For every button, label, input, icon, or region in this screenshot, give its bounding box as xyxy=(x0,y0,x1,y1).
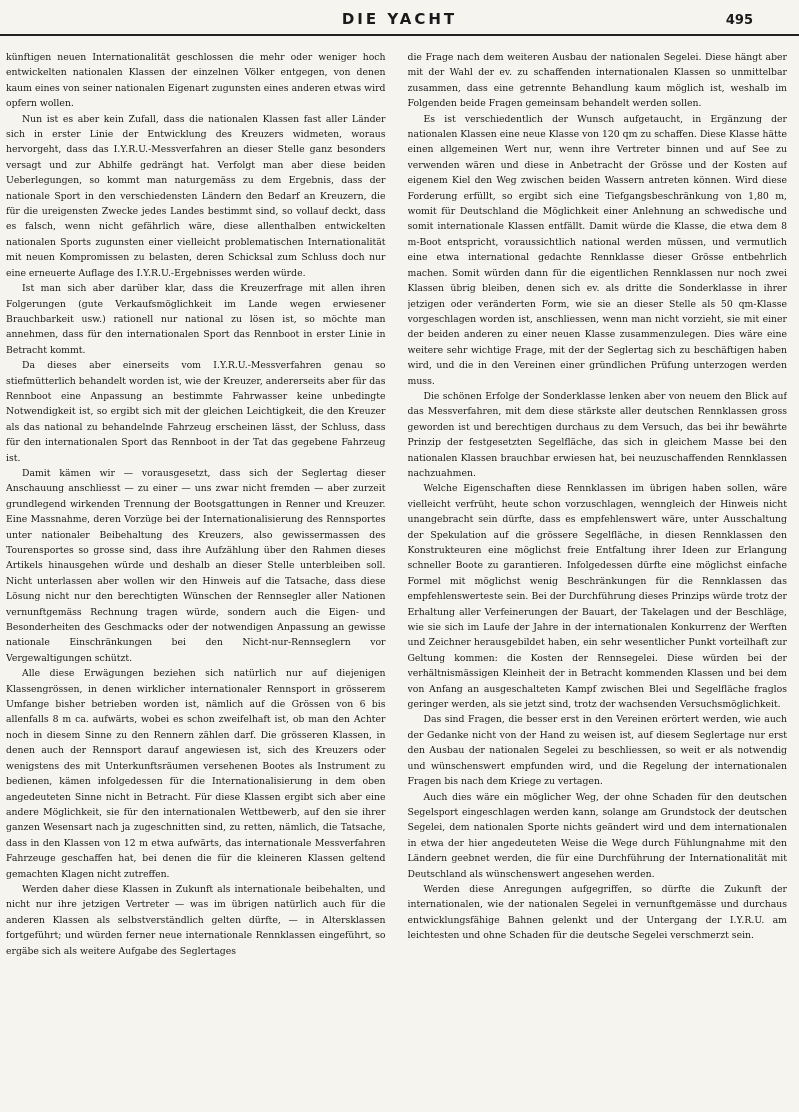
paragraph: Da dieses aber einerseits vom I.Y.R.U.-Messverfahren genau so stiefmütterlich behandelt worden ist, wie der Kreuzer, andererseits aber für das Rennboot eine Anpassung an bestimmte Fahrwasser keine unbedingte Notwendigkeit ist, so ergibt sich mit der gleichen Leichtigkeit, die den Kreuzer als das national zu behandelnde Fahrzeug erscheinen lässt, der Schluss, dass für den internationalen Sport das Rennboot in der Tat das gegebene Fahrzeug ist. xyxy=(6,360,386,464)
right-column xyxy=(408,50,788,1090)
paragraph: Das sind Fragen, die besser erst in den Vereinen erörtert werden, wie auch der Gedanke nicht von der Hand zu weisen ist, auf diesem Seglertage nur erst den Ausbau der nationalen Segelei zu beschliessen, so weit er als notwendig und wünschenswert empfunden wird, und die Regelung der internationalen Fragen bis nach dem Kriege zu vertagen. xyxy=(407,714,787,788)
paragraph: Die schönen Erfolge der Sonderklasse lenken aber von neuem den Blick auf das Messverfahren, mit dem diese stärkste aller deutschen Rennklassen gross geworden ist und berechtigen durchaus zu dem Versuch, das bei ihr bewährte Prinzip der festgesetzten Segelfläche, das sich in gleichem Masse bei den nationalen Klassen brauchbar erwiesen hat, bei neuzuschaffenden Rennklassen nachzuahmen. xyxy=(407,390,787,479)
journal-title: DIE YACHT xyxy=(341,10,458,28)
left-column xyxy=(6,50,386,1090)
paragraph: Werden diese Anregungen aufgegriffen, so dürfte die Zukunft der internationalen, wie der nationalen Segelei in vernunftgemässe und durchaus entwicklungsfähige Bahnen gelenkt und der Untergang der I.Y.R.U. am leichtesten und ohne Schaden für die deutsche Segelei verschmerzt sein. xyxy=(407,883,787,942)
paragraph: künftigen neuen Internationalität geschlossen die mehr oder weniger hoch entwickelten nationalen Klassen der einzelnen Völker entgegen, von denen kaum eines von seiner nationalen Eigenart zugunsten eines anderen etwas wird opfern wollen. xyxy=(6,52,386,110)
paragraph: die Frage nach dem weiteren Ausbau der nationalen Segelei. Diese hängt aber mit der Wahl der ev. zu schaffenden internationalen Klassen so unmittelbar zusammen, dass eine getrennte Behandlung kaum möglich ist, weshalb im Folgenden beide Fragen gemeinsam behandelt werden sollen. xyxy=(407,52,787,110)
page-header xyxy=(0,8,799,36)
paragraph: Welche Eigenschaften diese Rennklassen im übrigen haben sollen, wäre vielleicht verfrüht, heute schon vorzuschlagen, wenngleich der Hinweis nicht unangebracht sein dürfte, dass es empfehlenswert wäre, unter Ausschaltung der Spekulation auf die grössere Segelfläche, in diesen Rennklassen den Konstrukteuren eine möglichst freie Entfaltung ihrer Ideen zur Erlangung schneller Boote zu garantieren. Infolgedessen dürfte eine möglichst einfache Formel mit möglichst wenig Beschränkungen für die Rennklassen das empfehlenswerteste sein. Bei der Durchführung dieses Prinzips würde trotz der Erhaltung aller Verfeinerungen der Bauart, der Takelagen und der Beschläge, wie sie sich im Laufe der Jahre in der internationalen Konkurrenz der Werften und Zeichner herausgebildet haben, ein sehr wesentlicher Punkt vorteilhaft zur Geltung kommen: die Kosten der Rennsegelei. Diese würden bei der verhältnismässigen Kleinheit der in Betracht kommenden Klassen und bei dem von Anfang an ausgeschalteten Kampf zwischen Blei und Segelfläche fraglos geringer werden, als sie jetzt sind, trotz der wachsenden Versuchsmöglichkeit. xyxy=(407,483,787,711)
paragraph: Alle diese Erwägungen beziehen sich natürlich nur auf diejenigen Klassengrössen, in denen wirklicher internationaler Rennsport in grösserem Umfange bisher betrieben worden ist, nämlich auf die Grössen von 6 bis allenfalls 8 m ca. aufwärts, wobei es schon zweifelhaft ist, ob man den Achter noch in diesem Sinne zu den Rennern zählen darf. Die grösseren Klassen, in denen auch der Rennsport darauf angewiesen ist, sich des Kreuzers oder wenigstens des mit Unterkunftsräumen versehenen Bootes als Instrument zu bedienen, kämen infolgedessen für die Internationalisierung in dem oben angedeuteten Sinne nicht in Betracht. Für diese Klassen ergibt sich aber eine andere Möglichkeit, sie für den internationalen Wettbewerb, auf den sie ihrer ganzen Wesensart nach ja zugeschnitten sind, zu retten, nämlich, die Tatsache, dass in den Klassen von 12 m etwa aufwärts, das internationale Messverfahren Fahrzeuge geschaffen hat, bei denen die für die kleineren Klassen geltend gemachten Klagen nicht zutreffen. xyxy=(6,668,386,880)
paragraph: Auch dies wäre ein möglicher Weg, der ohne Schaden für den deutschen Segelsport eingeschlagen werden kann, solange am Grundstock der deutschen Segelei, dem nationalen Sporte nichts geändert wird und dem internationalen in etwa der hier angedeuteten Weise die Wege durch Fühlungnahme mit den Ländern geebnet werden, die für eine Durchführung der Internationalität mit Deutschland als wünschenswert angesehen werden. xyxy=(407,791,787,880)
paragraph: Nun ist es aber kein Zufall, dass die nationalen Klassen fast aller Länder sich in erster Linie der Entwicklung des Kreuzers widmeten, woraus hervorgeht, dass das I.Y.R.U.-Messverfahren an dieser Stelle ganz besonders versagt und zur Abhilfe gedrängt hat. Verfolgt man aber diese beiden Ueberlegungen, so kommt man naturgemäss zu dem Ergebnis, dass der nationale Sport in den verschiedensten Ländern den Bedarf an Kreuzern, die für die ureigensten Zwecke jedes Landes bestimmt sind, so vollauf deckt, dass es falsch, wenn nicht gefährlich wäre, diese allenthalben entwickelten nationalen Sports zugunsten einer vielleicht problematischen Internationalität mit neuen Kompromissen zu belasten, deren Schicksal zum Schluss doch nur eine erneuerte Auflage des I.Y.R.U.-Ergebnisses werden würde. xyxy=(6,113,386,279)
paragraph: Werden daher diese Klassen in Zukunft als internationale beibehalten, und nicht nur ihre jetzigen Vertreter — was im übrigen natürlich auch für die anderen Klassen als selbstverständlich gelten dürfte, — in Altersklassen fortgeführt; und würden ferner neue internationale Rennklassen eingeführt, so ergäbe sich als weitere Aufgabe des Seglertages xyxy=(6,883,386,957)
text-columns xyxy=(6,50,787,1090)
paragraph: Ist man sich aber darüber klar, dass die Kreuzerfrage mit allen ihren Folgerungen (gute Verkaufsmöglichkeit im Lande wegen erwiesener Brauchbarkeit usw.) rationell nur national zu lösen ist, so möchte man annehmen, dass für den internationalen Sport das Rennboot in erster Linie in Betracht kommt. xyxy=(6,283,386,356)
paragraph: Es ist verschiedentlich der Wunsch aufgetaucht, in Ergänzung der nationalen Klassen eine neue Klasse von 120 qm zu schaffen. Diese Klasse hätte einen allgemeinen Wert nur, wenn ihre Vertreter binnen und auf See zu verwenden wären und diese in Anbetracht der Grösse und der Kosten auf eigenem Kiel den Weg zwischen beiden Wassern antreten können. Wird diese Forderung erfüllt, so ergibt sich eine Tiefgangsbeschränkung von 1,80 m, womit für Deutschland die Möglichkeit einer Anlehnung an schwedische und somit internationale Klassen entfällt. Damit würde die Klasse, die etwa dem 8 m-Boot entspricht, voraussichtlich national werden müssen, und vermutlich eine etwa international gedachte Rennklasse dieser Grösse entbehrlich machen. Somit würden dann für die eigentlichen Rennklassen nur noch zwei Klassen übrig bleiben, denen sich ev. als dritte die Sonderklasse in ihrer jetzigen oder veränderten Form, wie sie an dieser Stelle als 50 qm-Klasse vorgeschlagen worden ist, anschliessen, wenn man nicht vorzieht, sie mit einer der beiden anderen zu einer neuen Klasse zusammenzulegen. Dies wäre eine weitere sehr wichtige Frage, mit der der Seglertag sich zu beschäftigen haben wird, und die in den Vereinen einer gründlichen Prüfung unterzogen werden muss. xyxy=(407,113,787,387)
page-number: 495 xyxy=(725,13,753,28)
paragraph: Damit kämen wir — vorausgesetzt, dass sich der Seglertag dieser Anschauung anschliesst — zu einer — uns zwar nicht fremden — aber zurzeit grundlegend wirkenden Trennung der Bootsgattungen in Renner und Kreuzer. Eine Massnahme, deren Vorzüge bei der Internationalisierung des Rennsportes unter nationaler Beibehaltung des Kreuzers, also gewissermassen des Tourensportes so grosse sind, dass ihre Aufzählung über den Rahmen dieses Artikels hinausgehen würde und deshalb an dieser Stelle unterbleiben soll. Nicht unterlassen aber wollen wir den Hinweis auf die Tatsache, dass diese Lösung nicht nur den berechtigten Wünschen der Rennsegler aller Nationen vernunftgemäss Rechnung tragen würde, sondern auch die Eigen- und Besonderheiten des Geschmacks oder der notwendigen Anpassung an gewisse nationale Einschränkungen bei den Nicht-nur-Rennseglern vor Vergewaltigungen schützt. xyxy=(6,467,386,664)
